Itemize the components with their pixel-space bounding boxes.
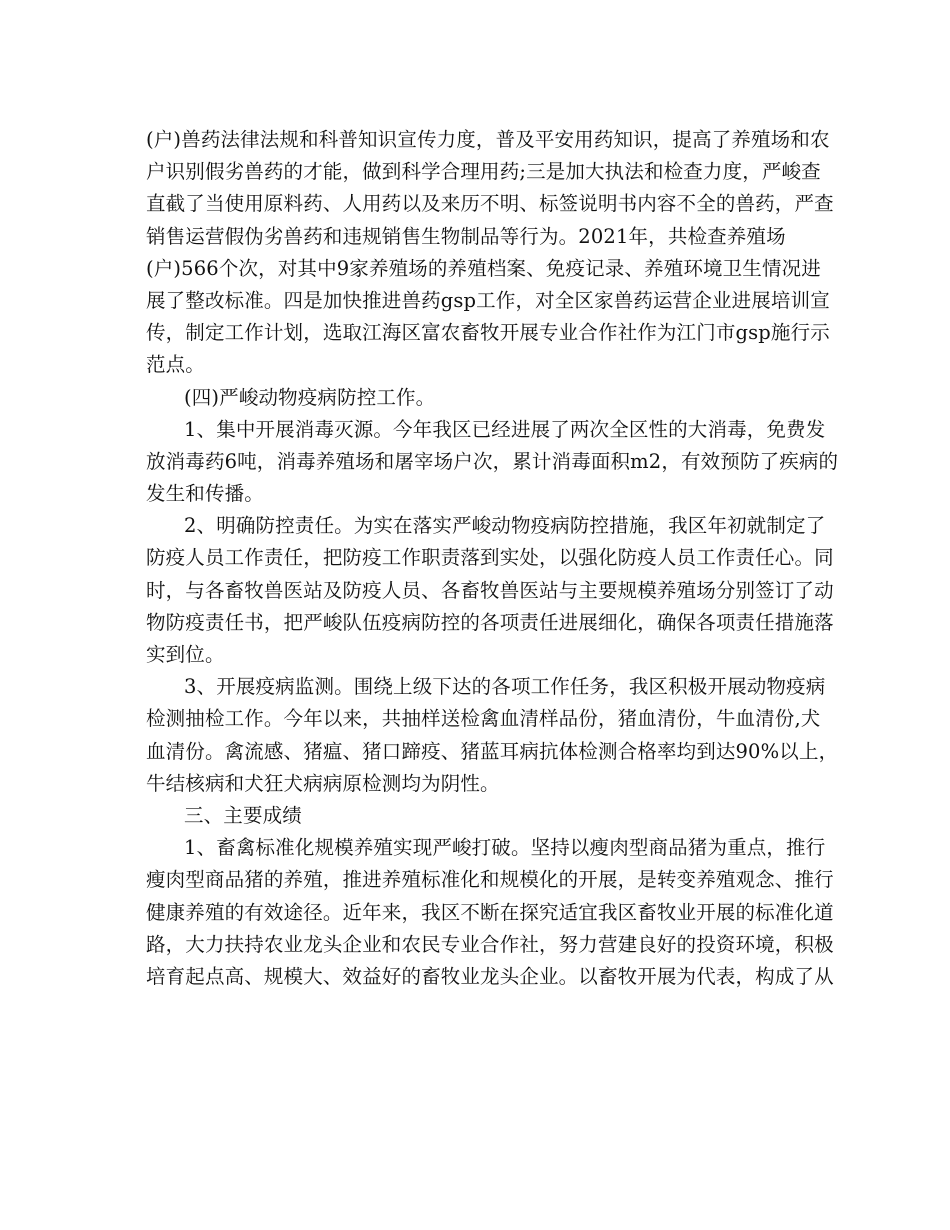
- document-line: 路，大力扶持农业龙头企业和农民专业合作社，努力营建良好的投资环境，积极: [146, 932, 834, 956]
- document-line: 时，与各畜牧兽医站及防疫人员、各畜牧兽医站与主要规模养殖场分别签订了动: [146, 578, 834, 602]
- document-line: 瘦肉型商品猪的养殖，推进养殖标准化和规模化的开展，是转变养殖观念、推行: [146, 868, 834, 892]
- document-line: 范点。: [146, 353, 205, 377]
- document-line: 户识别假劣兽药的才能，做到科学合理用药;三是加大执法和检查力度，严峻查: [146, 160, 821, 184]
- document-line: 培育起点高、规模大、效益好的畜牧业龙头企业。以畜牧开展为代表，构成了从: [146, 964, 834, 988]
- document-line: 直截了当使用原料药、人用药以及来历不明、标签说明书内容不全的兽药，严查: [146, 192, 834, 216]
- document-line: 1、畜禽标准化规模养殖实现严峻打破。坚持以瘦肉型商品猪为重点，推行: [184, 836, 826, 860]
- document-line: 展了整改标准。四是加快推进兽药gsp工作，对全区家兽药运营企业进展培训宣: [146, 288, 830, 312]
- document-line: 血清份。禽流感、猪瘟、猪口蹄疫、猪蓝耳病抗体检测合格率均到达90%以上，: [146, 739, 839, 763]
- document-line: 放消毒药6吨，消毒养殖场和屠宰场户次，累计消毒面积m2，有效预防了疾病的: [146, 449, 839, 473]
- document-line: 三、主要成绩: [184, 803, 302, 827]
- document-line: 传，制定工作计划，选取江海区富农畜牧开展专业合作社作为江门市gsp施行示: [146, 321, 830, 345]
- document-line: 实到位。: [146, 643, 225, 666]
- document-line: 销售运营假伪劣兽药和违规销售生物制品等行为。2021年，共检查养殖场: [146, 224, 786, 248]
- document-line: 健康养殖的有效途径。近年来，我区不断在探究适宜我区畜牧业开展的标准化道: [146, 900, 834, 924]
- document-line: (四)严峻动物疫病防控工作。: [184, 385, 436, 409]
- document-body: [146, 124, 839, 993]
- document-line: 1、集中开展消毒灭源。今年我区已经进展了两次全区性的大消毒，免费发: [184, 417, 826, 441]
- document-line: 防疫人员工作责任，把防疫工作职责落到实处，以强化防疫人员工作责任心。同: [146, 546, 834, 570]
- document-line: 牛结核病和犬狂犬病病原检测均为阴性。: [146, 771, 500, 795]
- document-line: 物防疫责任书，把严峻队伍疫病防控的各项责任进展细化，确保各项责任措施落: [146, 610, 834, 634]
- document-line: (户)566个次，对其中9家养殖场的养殖档案、免疫记录、养殖环境卫生情况进: [146, 256, 821, 280]
- document-line: 2、明确防控责任。为实在落实严峻动物疫病防控措施，我区年初就制定了: [184, 514, 826, 538]
- document-line: 3、开展疫病监测。围绕上级下达的各项工作任务，我区积极开展动物疫病: [184, 675, 826, 699]
- document-line: 检测抽检工作。今年以来，共抽样送检禽血清样品份，猪血清份，牛血清份,犬: [146, 707, 821, 731]
- document-line: (户)兽药法律法规和科普知识宣传力度，普及平安用药知识，提高了养殖场和农: [146, 128, 830, 151]
- document-line: 发生和传播。: [146, 482, 264, 506]
